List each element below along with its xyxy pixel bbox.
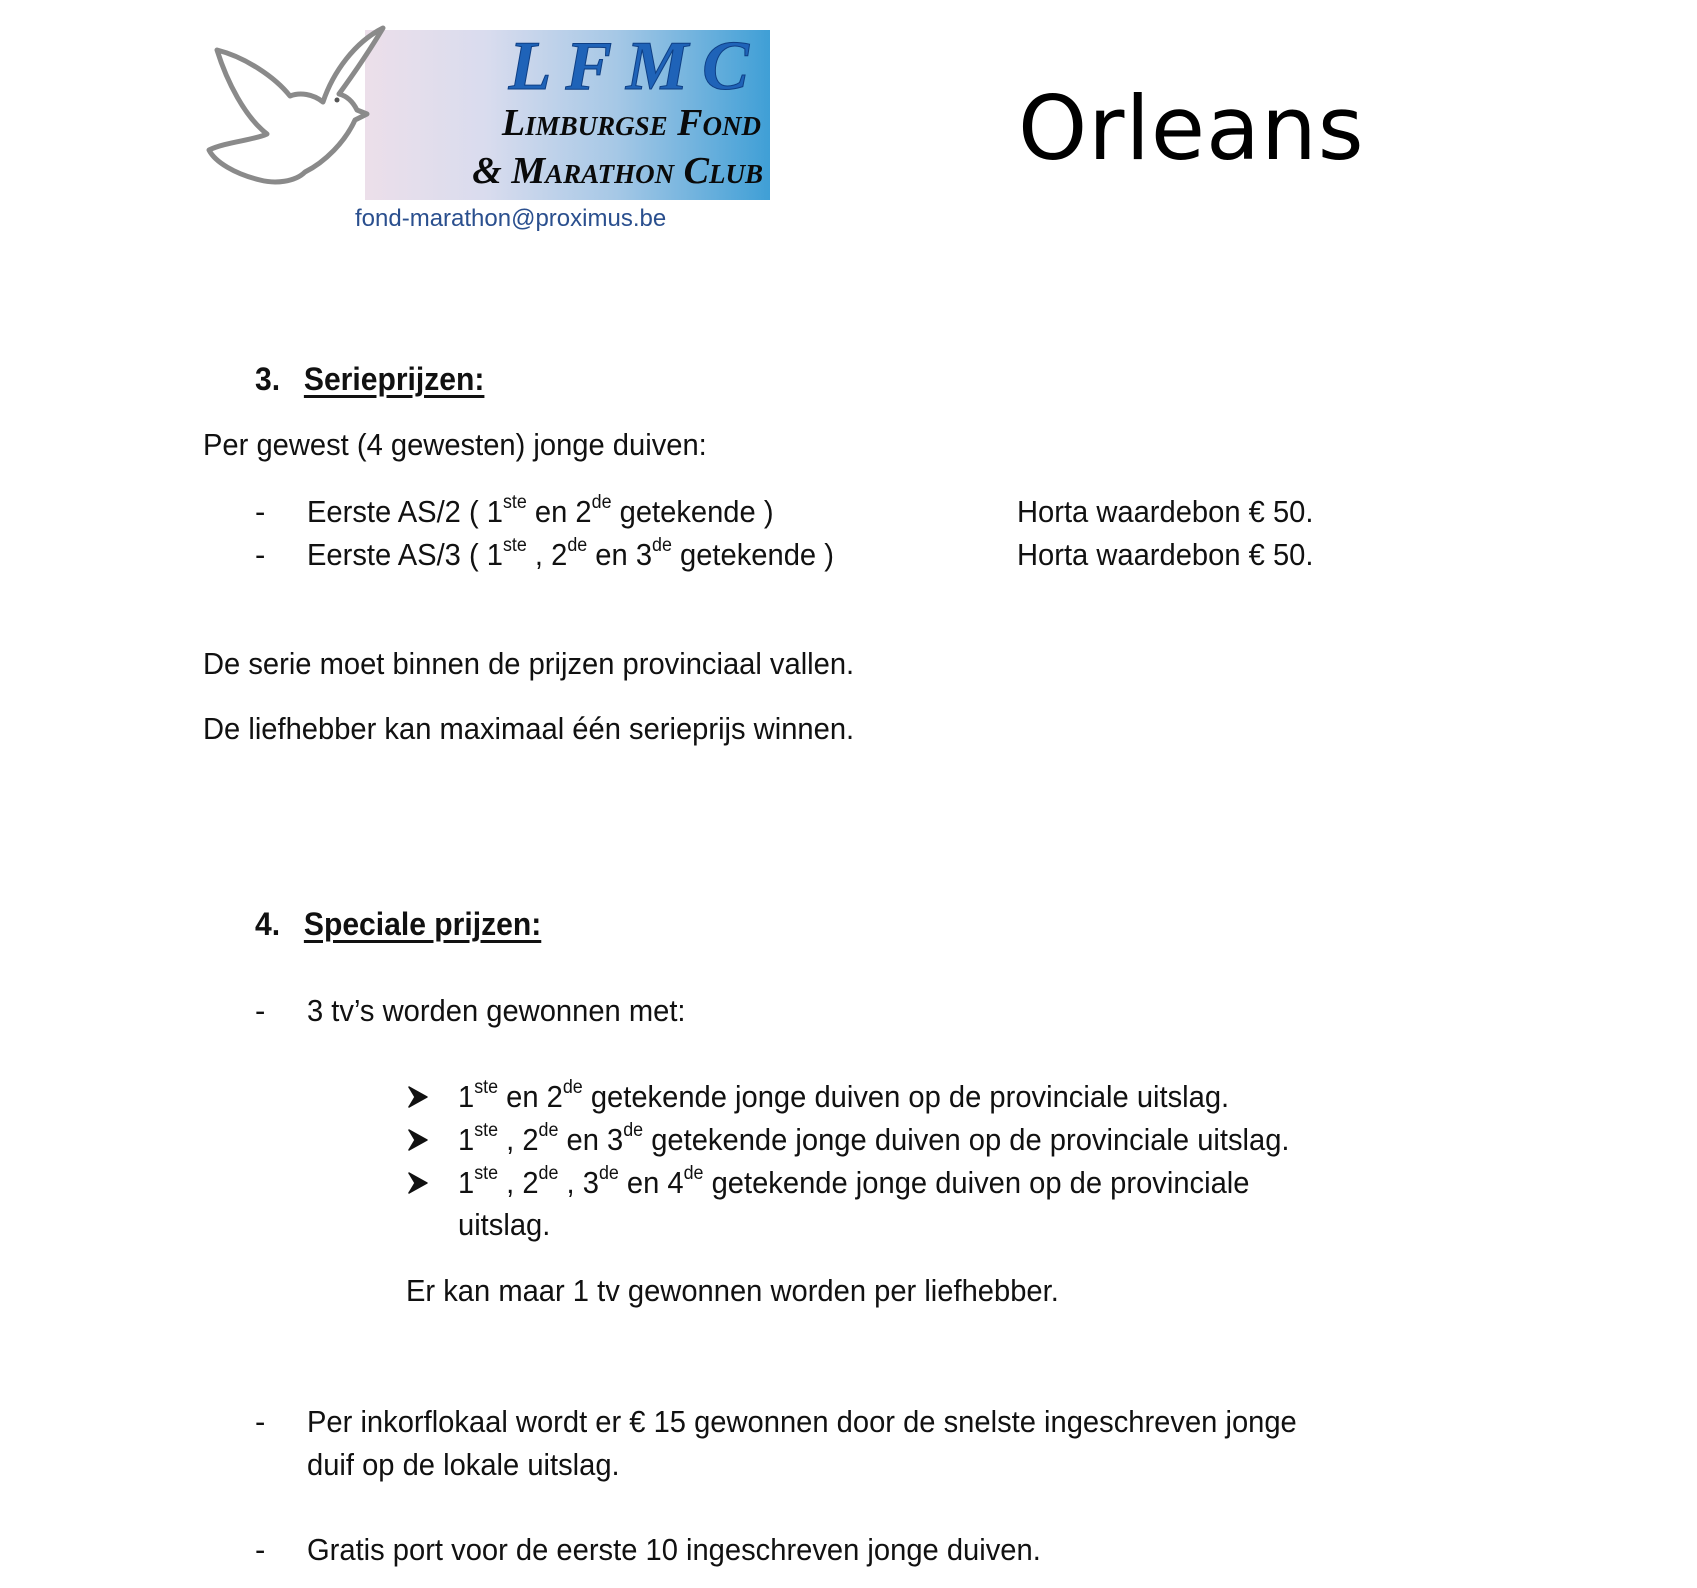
document-title: Orleans [1018, 77, 1365, 180]
ordinal-suffix: de [683, 1163, 704, 1184]
serie-prize-item: Eerste AS/3 ( 1ste , 2de en 3de getekende ) [307, 535, 834, 572]
ordinal-suffix: de [538, 1163, 559, 1184]
tv-prize-item: 1ste , 2de en 3de getekende jonge duiven op de provinciale uitslag. [458, 1120, 1290, 1157]
ordinal-suffix: de [598, 1163, 619, 1184]
club-logo [205, 22, 775, 247]
logo-club-name-line-2: & Marathon Club [472, 150, 763, 192]
ordinal-suffix: ste [474, 1077, 499, 1098]
section-3-note-2: De liefhebber kan maximaal één serieprijs winnen. [203, 711, 855, 746]
arrow-bullet-icon [407, 1128, 429, 1152]
logo-club-name-line-1: Limburgse Fond [501, 102, 761, 144]
ordinal-suffix: de [538, 1120, 559, 1141]
ordinal-suffix: ste [502, 535, 527, 556]
ordinal-suffix: ste [502, 492, 527, 513]
ordinal-suffix: de [591, 492, 612, 513]
ordinal-suffix: de [562, 1077, 583, 1098]
tv-intro: 3 tv’s worden gewonnen met: [307, 993, 686, 1028]
special-prize-item-line-1: Gratis port voor de eerste 10 ingeschreven jonge duiven. [307, 1532, 1041, 1567]
tv-note: Er kan maar 1 tv gewonnen worden per liefhebber. [406, 1273, 1059, 1308]
bullet-dash: - [255, 1404, 266, 1439]
logo-acronym: LFMC [508, 28, 763, 105]
section-4-title: Speciale prijzen: [303, 906, 542, 942]
section-3-intro: Per gewest (4 gewesten) jonge duiven: [203, 427, 707, 462]
bullet-dash: - [255, 993, 266, 1028]
bullet-dash: - [255, 537, 266, 572]
section-3-title: Serieprijzen: [303, 361, 485, 397]
arrow-bullet-icon [407, 1085, 429, 1109]
ordinal-suffix: de [623, 1120, 644, 1141]
bullet-dash: - [255, 1532, 266, 1567]
ordinal-suffix: de [652, 535, 672, 556]
section-4-heading [255, 908, 541, 940]
tv-prize-item: 1ste , 2de , 3de en 4de getekende jonge duiven op de provinciale [458, 1163, 1250, 1200]
ordinal-suffix: de [567, 535, 588, 556]
dove-icon [205, 22, 405, 207]
special-prize-item-line-2: duif op de lokale uitslag. [307, 1447, 620, 1482]
tv-prize-item: 1ste en 2de getekende jonge duiven op de provinciale uitslag. [458, 1077, 1230, 1114]
section-3-number: 3. [255, 361, 281, 397]
serie-prize-value: Horta waardebon € 50. [1017, 494, 1314, 529]
serie-prize-value: Horta waardebon € 50. [1017, 537, 1314, 572]
logo-email: fond-marathon@proximus.be [355, 205, 667, 232]
serie-prize-item: Eerste AS/2 ( 1ste en 2de getekende ) [307, 492, 774, 529]
section-3-heading [255, 363, 484, 395]
section-4-number: 4. [255, 906, 281, 942]
special-prize-item-line-1: Per inkorflokaal wordt er € 15 gewonnen door de snelste ingeschreven jonge [307, 1404, 1297, 1439]
ordinal-suffix: ste [474, 1163, 499, 1184]
section-3-note-1: De serie moet binnen de prijzen provinciaal vallen. [203, 646, 855, 681]
ordinal-suffix: ste [474, 1120, 499, 1141]
arrow-bullet-icon [407, 1171, 429, 1195]
tv-prize-item-continuation: uitslag. [458, 1207, 551, 1242]
bullet-dash: - [255, 494, 266, 529]
